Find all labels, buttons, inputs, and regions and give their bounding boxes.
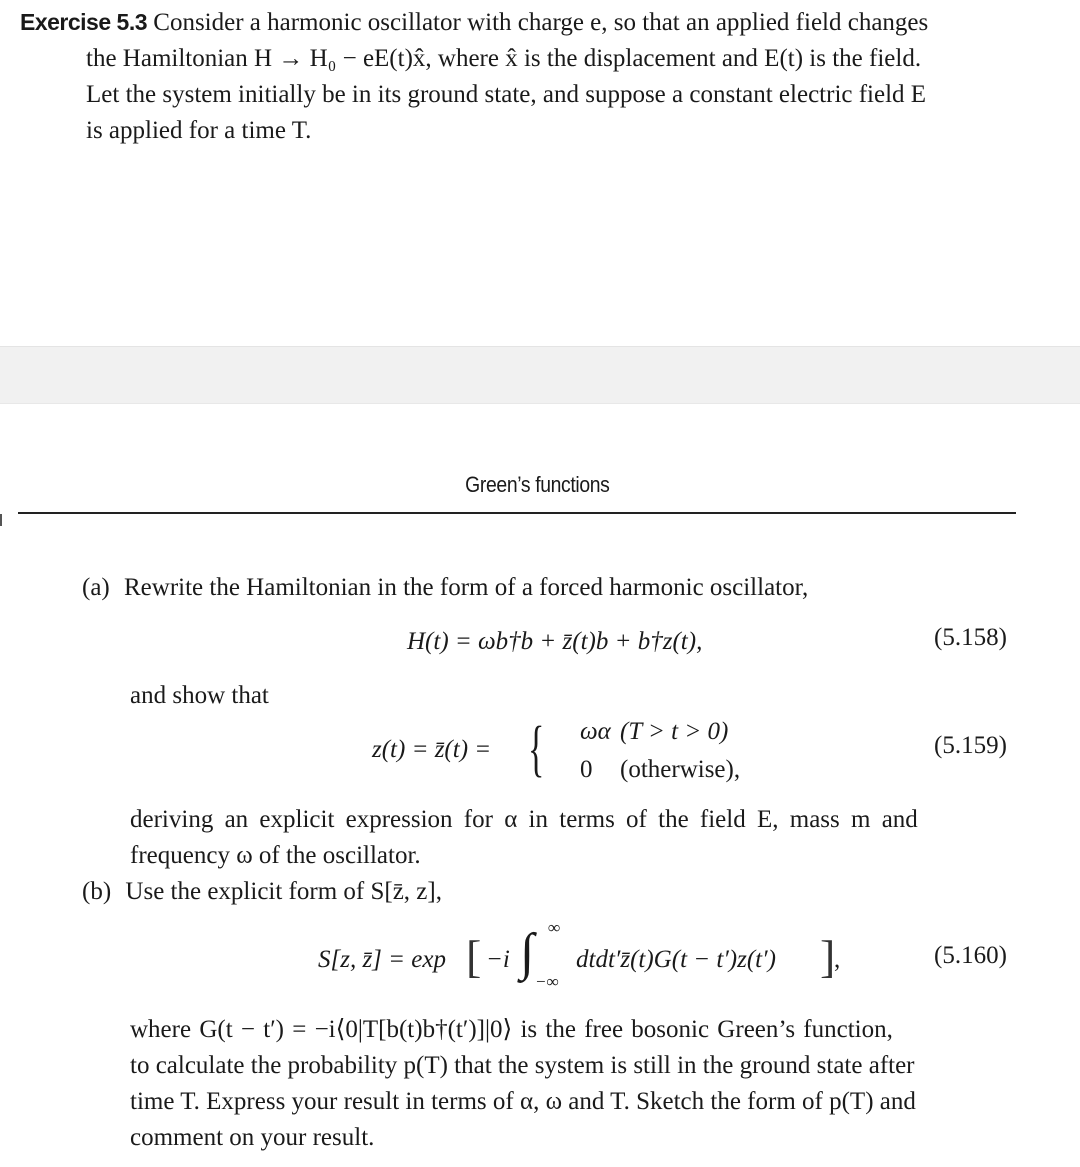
derive-line-2: frequency ω of the oscillator.	[130, 842, 421, 869]
integral-upper-limit: ∞	[548, 918, 561, 937]
part-a-text: Rewrite the Hamiltonian in the form of a forced harmonic oscillator,	[124, 574, 809, 601]
exercise-line-3: Let the system initially be in its ground state, and suppose a constant electric field E	[86, 81, 927, 108]
margin-tick	[0, 514, 2, 526]
integral-lower-limit: −∞	[535, 972, 559, 991]
part-b-line	[82, 874, 442, 910]
equation-number-5-158: (5.158)	[934, 624, 1007, 651]
part-a-marker: (a)	[82, 574, 110, 601]
case-1-value: ωα	[580, 718, 611, 745]
exercise-label: Exercise 5.3	[20, 9, 148, 35]
exercise-line-4: is applied for a time T.	[86, 117, 312, 144]
cases-brace: {	[528, 715, 545, 783]
case-1-condition: (T > t > 0)	[620, 718, 729, 745]
header-rule	[18, 512, 1016, 514]
integrand: dtdt′z̄(t)G(t − t′)z(t′)	[576, 946, 776, 973]
part-a-line	[82, 570, 808, 606]
where-line-1: where G(t − t′) = −i⟨0|T[b(t)b†(t′)]|0⟩ is the free bosonic Green’s function,	[130, 1016, 893, 1043]
equation-5-158: H(t) = ωb†b + z̄(t)b + b†z(t),	[407, 628, 703, 655]
equation-5-159-lhs: z(t) = z̄(t) =	[372, 736, 492, 763]
exercise-statement	[20, 4, 1030, 149]
case-2-value: 0	[580, 756, 593, 783]
where-line-4: comment on your result.	[130, 1124, 375, 1151]
equation-5-160-lhs: S[z, z̄] = exp	[318, 946, 446, 973]
integral-sign: ∫	[520, 924, 535, 981]
page-gap-band	[0, 346, 1080, 404]
where-line-3: time T. Express your result in terms of α, ω and T. Sketch the form of p(T) and	[130, 1088, 916, 1115]
equation-number-5-159: (5.159)	[934, 732, 1007, 759]
minus-i: −i	[486, 946, 510, 973]
right-square-bracket: ]	[820, 931, 836, 982]
where-line-2: to calculate the probability p(T) that the system is still in the ground state after	[130, 1052, 915, 1079]
running-title: Green’s functions	[465, 472, 610, 497]
left-square-bracket: [	[466, 931, 482, 982]
exercise-line-1	[20, 4, 1030, 41]
exercise-text-1: Consider a harmonic oscillator with charge e, so that an applied field changes	[153, 9, 929, 36]
exercise-line-2: the Hamiltonian H → H₀ − eE(t)x̂, where x̂ is the displacement and E(t) is the field.	[86, 45, 922, 72]
derive-line-1: deriving an explicit expression for α in terms of the field E, mass m and	[130, 806, 918, 833]
equation-number-5-160: (5.160)	[934, 942, 1007, 969]
equation-5-160-comma: ,	[834, 946, 841, 973]
case-2-condition: (otherwise),	[620, 756, 741, 783]
part-b-text: Use the explicit form of S[z̄, z],	[125, 878, 442, 905]
part-b-marker: (b)	[82, 878, 112, 905]
and-show-that: and show that	[130, 682, 269, 709]
